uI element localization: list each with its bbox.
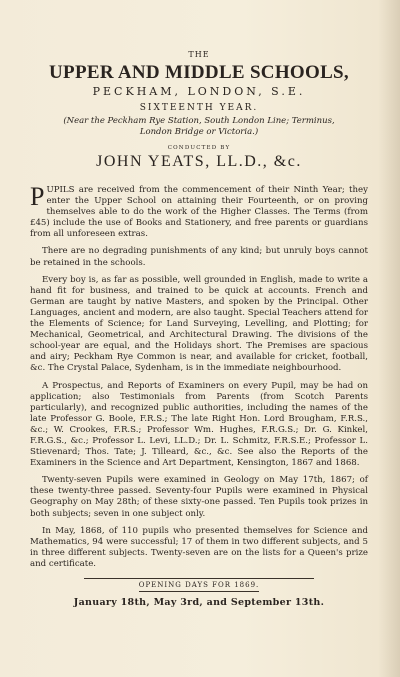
conducted-by-label: CONDUCTED BY [167, 145, 231, 151]
paragraph-prospectus: A Prospectus, and Reports of Examiners on every Pupil, may be had on application; also Testimonials from Parents (from Scotch Parents particularly), and recognized public authorities, including the names of the late Professor G. Boole, F.R.S.; The late Right Hon. Lord Brougham, F.R.S., &c.; W. Crookes, F.R.S.; Professor Wm. Hughes, F.R.G.S.; Dr. G. Kinkel, F.R.G.S., &c.; Professor L. Levi, LL.D.; Dr. L. Schmitz, F.R.S.E.; Professor L. Stievenard; Thos. Tate; J. Tilleard, &c., &c. See also the Reports of the Examiners in the Science and Art Department, Kensington, 1867 and 1868. [30, 380, 368, 469]
page-edge-shadow [378, 0, 400, 677]
paragraph-discipline: There are no degrading punishments of any kind; but unruly boys cannot be retained in the schools. [30, 246, 368, 268]
divider-top [84, 578, 314, 579]
directions-line-1: (Near the Peckham Rye Station, South London Line; Terminus, [63, 116, 335, 126]
body-text [30, 182, 368, 570]
directions-line-2: London Bridge or Victoria.) [139, 127, 259, 137]
paragraph-curriculum: Every boy is, as far as possible, well grounded in English, made to write a hand fit for business, and trained to be quick at accounts. French and German are taught by native Masters, and spoken by the Principal. Other Languages, ancient and modern, are also taught. Special Teachers attend for the Elements of Science; for Land Surveying, Levelling, and Plotting; for Mechanical, Geometrical, and Architectural Drawing. The divisions of the school-year are equal, and the Holidays short. The Premises are spacious and airy; Peckham Rye Common is near, and available for cricket, football, &c. The Crystal Palace, Sydenham, is in the immediate neighbourhood. [30, 274, 368, 374]
paragraph-admission [30, 182, 368, 240]
drop-cap: P [30, 182, 45, 211]
opening-days-heading: OPENING DAYS FOR 1869. [138, 581, 260, 589]
paragraph-geology-results: Twenty-seven Pupils were examined in Geology on May 17th, 1867; of these twenty-three passed. Seventy-four Pupils were examined in Physical Geography on May 28th; of these sixty-one passed. Ten Pupils took prizes in both subjects; seven in one subject only. [30, 475, 368, 519]
paragraph-science-results: In May, 1868, of 110 pupils who presented themselves for Science and Mathematics, 94 were successful; 17 of them in two different subjects, and 5 in three different subjects. Twenty-seven are on the lists for a Queen's prize and certificate. [30, 525, 368, 569]
paragraph-admission-text: UPILS are received from the commencement of their Ninth Year; they enter the Upper School on attaining their Fourteenth, or on proving themselves able to do the work of the Higher Classes. The Terms (from £45) include the use of Books and Stationery, and free parents or guardians from all unforeseen extras. [30, 185, 368, 240]
location-line: PECKHAM, LONDON, S.E. [92, 85, 306, 98]
year-line: SIXTEENTH YEAR. [139, 103, 259, 113]
divider-bottom [139, 591, 259, 592]
directions-note [30, 116, 368, 138]
document-content [30, 50, 368, 608]
author-name: JOHN YEATS, LL.D., &c. [96, 153, 302, 170]
opening-dates: January 18th, May 3rd, and September 13th. [73, 597, 325, 608]
heading-the: THE [188, 50, 210, 59]
document-title: UPPER AND MIDDLE SCHOOLS, [49, 62, 349, 83]
